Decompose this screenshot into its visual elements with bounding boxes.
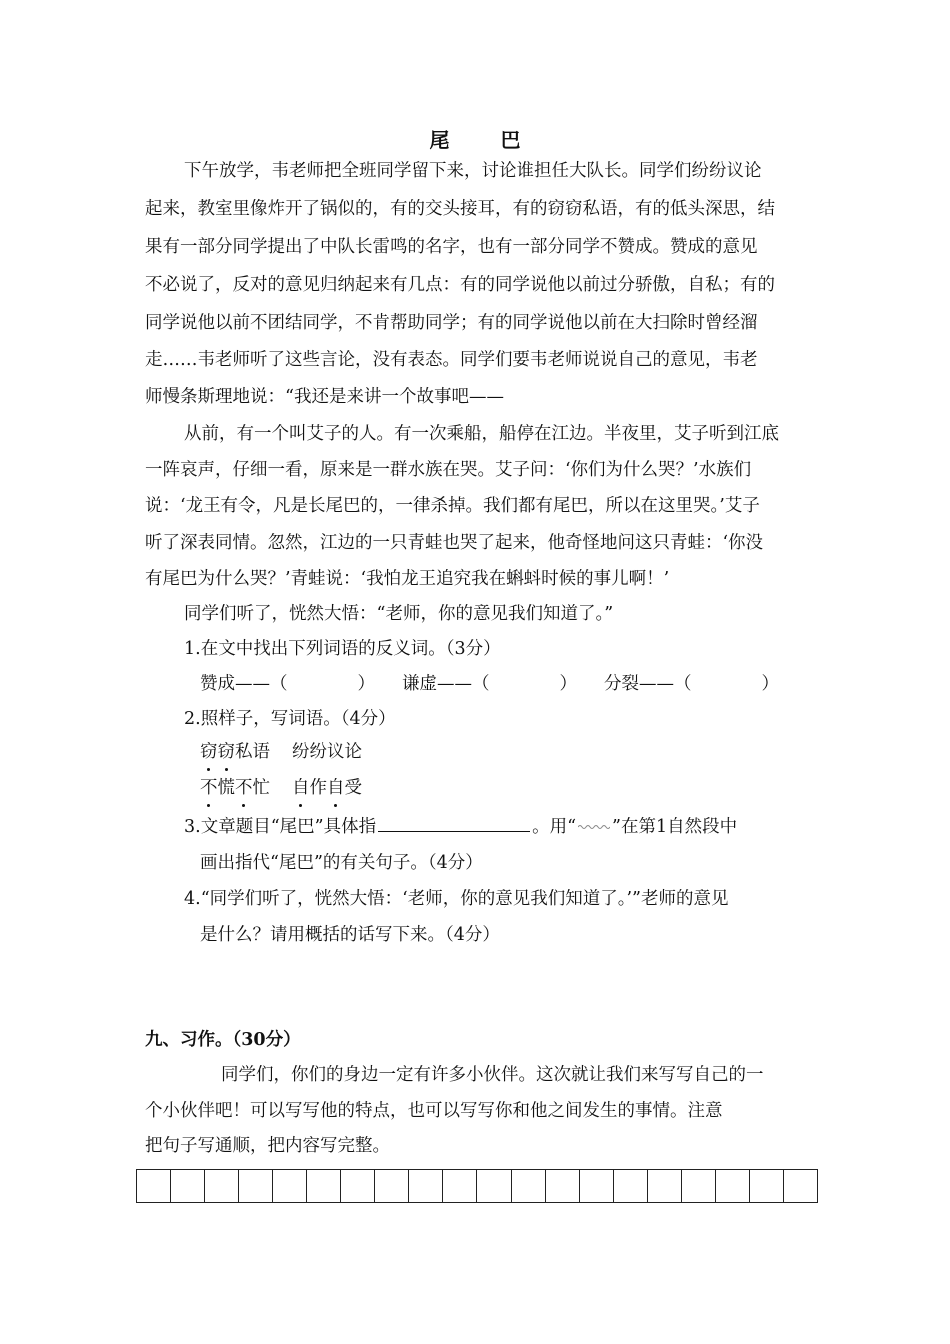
section-heading: 九、习作。（30分） [145, 1030, 301, 1050]
q1-item-1[interactable]: 赞成——（ ） [200, 674, 375, 694]
writing-grid[interactable] [136, 1169, 818, 1203]
grid-cell[interactable] [750, 1170, 784, 1202]
dotted-char: 自 [327, 774, 345, 802]
dotted-char: 不 [235, 774, 253, 802]
question-3 [184, 813, 737, 841]
wavy-underline-icon [576, 814, 612, 832]
dotted-char: 窃 [200, 738, 218, 766]
q1-item-2[interactable]: 谦虚——（ ） [402, 674, 577, 694]
passage-line: 同学们听了，恍然大悟：“老师，你的意见我们知道了。” [184, 604, 614, 624]
dotted-char: 不 [200, 774, 218, 802]
grid-cell[interactable] [409, 1170, 443, 1202]
grid-cell[interactable] [239, 1170, 273, 1202]
dotted-char: 窃 [218, 738, 236, 766]
grid-cell[interactable] [682, 1170, 716, 1202]
grid-cell[interactable] [171, 1170, 205, 1202]
passage-line: 一阵哀声，仔细一看，原来是一群水族在哭。艾子问：‘你们为什么哭？’水族们 [145, 460, 752, 480]
prompt-line: 同学们，你们的身边一定有许多小伙伴。这次就让我们来写写自己的一 [221, 1065, 764, 1085]
passage-line: 下午放学，韦老师把全班同学留下来，讨论谁担任大队长。同学们纷纷议论 [184, 161, 762, 181]
question-3-line-2: 画出指代“尾巴”的有关句子。（4分） [200, 853, 483, 873]
passage-title: 尾 巴 [429, 128, 543, 152]
grid-cell[interactable] [477, 1170, 511, 1202]
example-word-rest: 私语 [235, 742, 270, 762]
example-char: 慌 [217, 778, 235, 798]
grid-cell[interactable] [648, 1170, 682, 1202]
grid-cell[interactable] [205, 1170, 239, 1202]
passage-line: 从前，有一个叫艾子的人。有一次乘船，船停在江边。半夜里，艾子听到江底 [184, 424, 779, 444]
question-1: 1.在文中找出下列词语的反义词。（3分） [184, 639, 501, 659]
passage-line: 果有一部分同学提出了中队长雷鸣的名字，也有一部分同学不赞成。赞成的意见 [145, 237, 758, 257]
q2-example-2 [200, 774, 362, 802]
grid-cell[interactable] [273, 1170, 307, 1202]
grid-cell[interactable] [443, 1170, 477, 1202]
grid-cell[interactable] [716, 1170, 750, 1202]
grid-cell[interactable] [341, 1170, 375, 1202]
grid-cell[interactable] [375, 1170, 409, 1202]
prompt-line: 把句子写通顺，把内容写完整。 [145, 1136, 390, 1156]
example-word-2: 纷纷议论 [292, 742, 362, 762]
q3-text-part1: 3.文章题目“尾巴”具体指 [184, 817, 377, 837]
passage-line: 不必说了，反对的意见归纳起来有几点：有的同学说他以前过分骄傲，自私；有的 [145, 275, 775, 295]
q1-item-3[interactable]: 分裂——（ ） [604, 674, 779, 694]
answer-blank-line[interactable] [378, 813, 530, 832]
passage-line: 听了深表同情。忽然，江边的一只青蛙也哭了起来，他奇怪地问这只青蛙：‘你没 [145, 533, 764, 553]
grid-cell[interactable] [137, 1170, 171, 1202]
passage-line: 有尾巴为什么哭？’青蛙说：‘我怕龙王追究我在蝌蚪时候的事儿啊！’ [145, 569, 670, 589]
grid-cell[interactable] [546, 1170, 580, 1202]
q3-text-part2: 。用“ [532, 817, 577, 837]
passage-line: 走……韦老师听了这些言论，没有表态。同学们要韦老师说说自己的意见，韦老 [145, 350, 758, 370]
prompt-line: 个小伙伴吧！可以写写他的特点，也可以写写你和他之间发生的事情。注意 [145, 1101, 723, 1121]
passage-line: 同学说他以前不团结同学，不肯帮助同学；有的同学说他以前在大扫除时曾经溜 [145, 313, 758, 333]
grid-cell[interactable] [784, 1170, 817, 1202]
q2-example-1 [200, 738, 362, 766]
question-4: 4.“同学们听了，恍然大悟：‘老师，你的意见我们知道了。’”老师的意见 [184, 889, 729, 909]
example-char: 受 [344, 778, 362, 798]
grid-cell[interactable] [512, 1170, 546, 1202]
example-char: 作 [309, 778, 327, 798]
passage-line: 师慢条斯理地说：“我还是来讲一个故事吧—— [145, 387, 504, 407]
question-2: 2.照样子，写词语。（4分） [184, 709, 396, 729]
dotted-char: 自 [292, 774, 310, 802]
passage-line: 起来，教室里像炸开了锅似的，有的交头接耳，有的窃窃私语，有的低头深思，结 [145, 199, 775, 219]
q3-text-part3: ”在第1自然段中 [612, 817, 738, 837]
passage-line: 说：‘龙王有令，凡是长尾巴的，一律杀掉。我们都有尾巴，所以在这里哭。’艾子 [145, 496, 760, 516]
grid-cell[interactable] [614, 1170, 648, 1202]
grid-cell[interactable] [307, 1170, 341, 1202]
grid-cell[interactable] [580, 1170, 614, 1202]
question-4-line-2: 是什么？请用概括的话写下来。（4分） [200, 925, 500, 945]
example-char: 忙 [252, 778, 270, 798]
